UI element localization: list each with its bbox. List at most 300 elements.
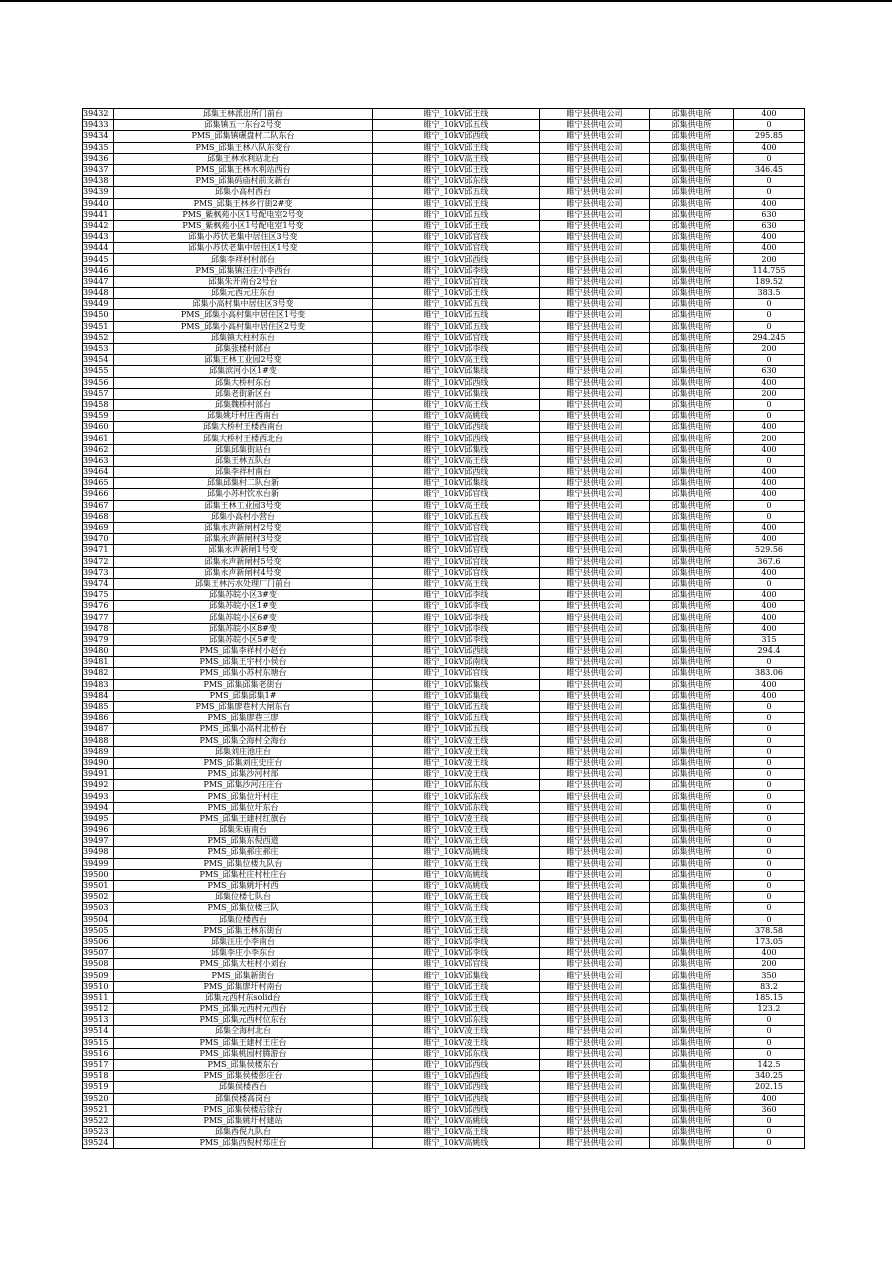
company-name: 睢宁县供电公司	[540, 578, 650, 589]
table-row	[83, 601, 805, 612]
row-id: 39520	[83, 1093, 114, 1104]
transformer-name: PMS_邱集元西村元西台	[114, 1004, 373, 1015]
transformer-name: PMS_邱集位圩村庄	[114, 791, 373, 802]
capacity-value: 0	[734, 657, 805, 668]
transformer-name: PMS_邱集东倪西道	[114, 836, 373, 847]
table-row	[83, 164, 805, 175]
feeder-line: 睢宁_10kV邱西线	[373, 1093, 540, 1104]
table-row	[83, 321, 805, 332]
feeder-line: 睢宁_10kV邱集线	[373, 366, 540, 377]
table-row	[83, 847, 805, 858]
station-name: 邱集供电所	[650, 791, 734, 802]
transformer-name: 邱集永声新闸村5号变	[114, 556, 373, 567]
station-name: 邱集供电所	[650, 276, 734, 287]
company-name: 睢宁县供电公司	[540, 265, 650, 276]
transformer-name: PMS_邱集元西村位东台	[114, 1015, 373, 1026]
company-name: 睢宁县供电公司	[540, 522, 650, 533]
row-id: 39519	[83, 1082, 114, 1093]
capacity-value: 0	[734, 746, 805, 757]
table-row	[83, 176, 805, 187]
transformer-name: 邱集西倪九队台	[114, 1127, 373, 1138]
table-row	[83, 399, 805, 410]
transformer-name: 邱集位楼西台	[114, 914, 373, 925]
feeder-line: 睢宁_10kV邱五线	[373, 209, 540, 220]
transformer-name: PMS_邱集沙河村部	[114, 769, 373, 780]
company-name: 睢宁县供电公司	[540, 511, 650, 522]
table-body	[83, 109, 805, 1149]
capacity-value: 400	[734, 142, 805, 153]
table-row	[83, 825, 805, 836]
company-name: 睢宁县供电公司	[540, 1071, 650, 1082]
capacity-value: 0	[734, 355, 805, 366]
company-name: 睢宁县供电公司	[540, 377, 650, 388]
station-name: 邱集供电所	[650, 634, 734, 645]
table-row	[83, 153, 805, 164]
table-row	[83, 366, 805, 377]
row-id: 39490	[83, 757, 114, 768]
capacity-value: 0	[734, 399, 805, 410]
capacity-value: 0	[734, 411, 805, 422]
feeder-line: 睢宁_10kV凌王线	[373, 746, 540, 757]
feeder-line: 睢宁_10kV高姚线	[373, 880, 540, 891]
capacity-value: 400	[734, 198, 805, 209]
transformer-name: PMS_邱集王林水利站西台	[114, 164, 373, 175]
company-name: 睢宁县供电公司	[540, 713, 650, 724]
station-name: 邱集供电所	[650, 366, 734, 377]
company-name: 睢宁县供电公司	[540, 791, 650, 802]
transformer-name: PMS_邱集廖圩村南台	[114, 981, 373, 992]
row-id: 39437	[83, 164, 114, 175]
row-id: 39487	[83, 724, 114, 735]
table-row	[83, 936, 805, 947]
capacity-value: 0	[734, 299, 805, 310]
station-name: 邱集供电所	[650, 343, 734, 354]
row-id: 39506	[83, 936, 114, 947]
feeder-line: 睢宁_10kV邱王线	[373, 288, 540, 299]
capacity-value: 383.06	[734, 668, 805, 679]
transformer-name: 邱集张楼村部台	[114, 343, 373, 354]
row-id: 39475	[83, 590, 114, 601]
table-row	[83, 623, 805, 634]
table-row	[83, 478, 805, 489]
feeder-line: 睢宁_10kV邱五线	[373, 724, 540, 735]
transformer-name: 邱集小高村西台	[114, 187, 373, 198]
station-name: 邱集供电所	[650, 556, 734, 567]
feeder-line: 睢宁_10kV邱西线	[373, 433, 540, 444]
row-id: 39491	[83, 769, 114, 780]
transformer-name: 邱集李祥村南台	[114, 467, 373, 478]
table-row	[83, 433, 805, 444]
row-id: 39494	[83, 802, 114, 813]
capacity-value: 0	[734, 153, 805, 164]
capacity-value: 0	[734, 455, 805, 466]
table-row	[83, 948, 805, 959]
table-row	[83, 332, 805, 343]
station-name: 邱集供电所	[650, 869, 734, 880]
table-row	[83, 746, 805, 757]
capacity-value: 0	[734, 120, 805, 131]
feeder-line: 睢宁_10kV高王线	[373, 500, 540, 511]
row-id: 39511	[83, 992, 114, 1003]
station-name: 邱集供电所	[650, 489, 734, 500]
transformer-name: 邱集李祥村村部台	[114, 254, 373, 265]
capacity-value: 0	[734, 1026, 805, 1037]
feeder-line: 睢宁_10kV邱集线	[373, 970, 540, 981]
row-id: 39516	[83, 1048, 114, 1059]
capacity-value: 0	[734, 869, 805, 880]
row-id: 39497	[83, 836, 114, 847]
company-name: 睢宁县供电公司	[540, 757, 650, 768]
table-row	[83, 1071, 805, 1082]
feeder-line: 睢宁_10kV邱东线	[373, 1048, 540, 1059]
table-row	[83, 511, 805, 522]
table-row	[83, 243, 805, 254]
station-name: 邱集供电所	[650, 422, 734, 433]
capacity-value: 400	[734, 377, 805, 388]
transformer-name: PMS_邱集西倪村郑庄台	[114, 1138, 373, 1149]
table-row	[83, 1048, 805, 1059]
row-id: 39465	[83, 478, 114, 489]
transformer-name: 邱集朱开南台2号台	[114, 276, 373, 287]
station-name: 邱集供电所	[650, 1048, 734, 1059]
capacity-value: 0	[734, 701, 805, 712]
table-row	[83, 646, 805, 657]
capacity-value: 0	[734, 321, 805, 332]
company-name: 睢宁县供电公司	[540, 455, 650, 466]
table-row	[83, 903, 805, 914]
feeder-line: 睢宁_10kV高王线	[373, 399, 540, 410]
row-id: 39489	[83, 746, 114, 757]
feeder-line: 睢宁_10kV邱西线	[373, 646, 540, 657]
feeder-line: 睢宁_10kV高姚线	[373, 847, 540, 858]
capacity-value: 123.2	[734, 1004, 805, 1015]
company-name: 睢宁县供电公司	[540, 209, 650, 220]
capacity-value: 400	[734, 109, 805, 120]
feeder-line: 睢宁_10kV高王线	[373, 455, 540, 466]
feeder-line: 睢宁_10kV邱李线	[373, 634, 540, 645]
station-name: 邱集供电所	[650, 187, 734, 198]
table-row	[83, 769, 805, 780]
transformer-name: 邱集王林派出所门前台	[114, 109, 373, 120]
row-id: 39484	[83, 690, 114, 701]
row-id: 39441	[83, 209, 114, 220]
row-id: 39486	[83, 713, 114, 724]
table-row	[83, 232, 805, 243]
capacity-value: 350	[734, 970, 805, 981]
capacity-value: 0	[734, 1127, 805, 1138]
row-id: 39446	[83, 265, 114, 276]
row-id: 39460	[83, 422, 114, 433]
transformer-name: 邱集镇五一东台2号变	[114, 120, 373, 131]
capacity-value: 400	[734, 567, 805, 578]
transformer-name: PMS_邱集刘庄史庄台	[114, 757, 373, 768]
row-id: 39456	[83, 377, 114, 388]
transformer-name: PMS_邱集码庙村前支新台	[114, 176, 373, 187]
company-name: 睢宁县供电公司	[540, 1138, 650, 1149]
feeder-line: 睢宁_10kV高王线	[373, 836, 540, 847]
company-name: 睢宁县供电公司	[540, 634, 650, 645]
company-name: 睢宁县供电公司	[540, 690, 650, 701]
row-id: 39474	[83, 578, 114, 589]
table-row	[83, 455, 805, 466]
capacity-value: 200	[734, 433, 805, 444]
feeder-line: 睢宁_10kV高王线	[373, 892, 540, 903]
row-id: 39514	[83, 1026, 114, 1037]
transformer-name: PMS_邱集小高村集中居住区2号变	[114, 321, 373, 332]
company-name: 睢宁县供电公司	[540, 478, 650, 489]
table-row	[83, 836, 805, 847]
transformer-name: 邱集苏皖小区8#变	[114, 623, 373, 634]
station-name: 邱集供电所	[650, 1093, 734, 1104]
row-id: 39503	[83, 903, 114, 914]
transformer-name: PMS_邱集桃园村腾游台	[114, 1048, 373, 1059]
company-name: 睢宁县供电公司	[540, 1059, 650, 1070]
station-name: 邱集供电所	[650, 120, 734, 131]
feeder-line: 睢宁_10kV邱官线	[373, 534, 540, 545]
capacity-value: 0	[734, 847, 805, 858]
table-row	[83, 724, 805, 735]
feeder-line: 睢宁_10kV邱东线	[373, 176, 540, 187]
row-id: 39472	[83, 556, 114, 567]
transformer-name: 邱集王林污水处理厂门前台	[114, 578, 373, 589]
feeder-line: 睢宁_10kV邱五线	[373, 701, 540, 712]
station-name: 邱集供电所	[650, 1037, 734, 1048]
capacity-value: 0	[734, 802, 805, 813]
company-name: 睢宁县供电公司	[540, 109, 650, 120]
table-row	[83, 310, 805, 321]
feeder-line: 睢宁_10kV邱东线	[373, 780, 540, 791]
row-id: 39453	[83, 343, 114, 354]
row-id: 39492	[83, 780, 114, 791]
table-row	[83, 1004, 805, 1015]
station-name: 邱集供电所	[650, 511, 734, 522]
feeder-line: 睢宁_10kV邱集线	[373, 444, 540, 455]
feeder-line: 睢宁_10kV邱五线	[373, 713, 540, 724]
transformer-name: 邱集刘庄池庄台	[114, 746, 373, 757]
feeder-line: 睢宁_10kV高王线	[373, 153, 540, 164]
capacity-value: 114.755	[734, 265, 805, 276]
table-row	[83, 489, 805, 500]
transformer-name: PMS_邱集位楼三队	[114, 903, 373, 914]
table-row	[83, 634, 805, 645]
transformer-name: 邱集滨河小区1#变	[114, 366, 373, 377]
transformer-name: 邱集王林水利站北台	[114, 153, 373, 164]
row-id: 39458	[83, 399, 114, 410]
feeder-line: 睢宁_10kV邱李线	[373, 590, 540, 601]
station-name: 邱集供电所	[650, 914, 734, 925]
transformer-name: 邱集魏桥村部台	[114, 399, 373, 410]
transformer-name: 邱集汪庄小李南台	[114, 936, 373, 947]
row-id: 39436	[83, 153, 114, 164]
company-name: 睢宁县供电公司	[540, 243, 650, 254]
table-row	[83, 198, 805, 209]
capacity-value: 400	[734, 522, 805, 533]
capacity-value: 400	[734, 623, 805, 634]
feeder-line: 睢宁_10kV邱西线	[373, 467, 540, 478]
capacity-value: 0	[734, 310, 805, 321]
company-name: 睢宁县供电公司	[540, 131, 650, 142]
feeder-line: 睢宁_10kV邱王线	[373, 142, 540, 153]
feeder-line: 睢宁_10kV凌王线	[373, 735, 540, 746]
company-name: 睢宁县供电公司	[540, 903, 650, 914]
company-name: 睢宁县供电公司	[540, 657, 650, 668]
feeder-line: 睢宁_10kV邱五线	[373, 299, 540, 310]
row-id: 39523	[83, 1127, 114, 1138]
table-row	[83, 657, 805, 668]
table-row	[83, 1115, 805, 1126]
row-id: 39478	[83, 623, 114, 634]
station-name: 邱集供电所	[650, 713, 734, 724]
transformer-name: 邱集位楼七队台	[114, 892, 373, 903]
capacity-value: 346.45	[734, 164, 805, 175]
feeder-line: 睢宁_10kV邱官线	[373, 276, 540, 287]
capacity-value: 0	[734, 500, 805, 511]
capacity-value: 400	[734, 534, 805, 545]
station-name: 邱集供电所	[650, 925, 734, 936]
table-row	[83, 590, 805, 601]
table-row	[83, 567, 805, 578]
transformer-name: 邱集永声新闸村4号变	[114, 567, 373, 578]
company-name: 睢宁县供电公司	[540, 1104, 650, 1115]
row-id: 39507	[83, 948, 114, 959]
company-name: 睢宁县供电公司	[540, 1015, 650, 1026]
feeder-line: 睢宁_10kV邱五线	[373, 187, 540, 198]
feeder-line: 睢宁_10kV邱官线	[373, 243, 540, 254]
company-name: 睢宁县供电公司	[540, 433, 650, 444]
row-id: 39433	[83, 120, 114, 131]
row-id: 39463	[83, 455, 114, 466]
station-name: 邱集供电所	[650, 612, 734, 623]
station-name: 邱集供电所	[650, 1015, 734, 1026]
station-name: 邱集供电所	[650, 578, 734, 589]
capacity-value: 200	[734, 388, 805, 399]
row-id: 39457	[83, 388, 114, 399]
transformer-name: PMS_邱集王建村红旗台	[114, 813, 373, 824]
capacity-value: 200	[734, 343, 805, 354]
station-name: 邱集供电所	[650, 355, 734, 366]
transformer-name: PMS_邱集廖巷三廖	[114, 713, 373, 724]
station-name: 邱集供电所	[650, 959, 734, 970]
station-name: 邱集供电所	[650, 377, 734, 388]
station-name: 邱集供电所	[650, 981, 734, 992]
capacity-value: 400	[734, 243, 805, 254]
company-name: 睢宁县供电公司	[540, 847, 650, 858]
feeder-line: 睢宁_10kV邱集线	[373, 679, 540, 690]
table-row	[83, 713, 805, 724]
transformer-name: PMS_邱集邱集老街台	[114, 679, 373, 690]
station-name: 邱集供电所	[650, 847, 734, 858]
station-name: 邱集供电所	[650, 153, 734, 164]
row-id: 39504	[83, 914, 114, 925]
capacity-value: 0	[734, 892, 805, 903]
capacity-value: 0	[734, 880, 805, 891]
capacity-value: 0	[734, 1138, 805, 1149]
station-name: 邱集供电所	[650, 478, 734, 489]
station-name: 邱集供电所	[650, 545, 734, 556]
capacity-value: 295.85	[734, 131, 805, 142]
company-name: 睢宁县供电公司	[540, 679, 650, 690]
company-name: 睢宁县供电公司	[540, 780, 650, 791]
table-row	[83, 288, 805, 299]
transformer-name: 邱集苏皖小区6#变	[114, 612, 373, 623]
capacity-value: 529.56	[734, 545, 805, 556]
company-name: 睢宁县供电公司	[540, 880, 650, 891]
station-name: 邱集供电所	[650, 679, 734, 690]
table-row	[83, 1026, 805, 1037]
company-name: 睢宁县供电公司	[540, 701, 650, 712]
transformer-name: 邱集老街新区台	[114, 388, 373, 399]
row-id: 39479	[83, 634, 114, 645]
row-id: 39438	[83, 176, 114, 187]
table-row	[83, 757, 805, 768]
company-name: 睢宁县供电公司	[540, 399, 650, 410]
station-name: 邱集供电所	[650, 1082, 734, 1093]
capacity-value: 630	[734, 366, 805, 377]
company-name: 睢宁县供电公司	[540, 590, 650, 601]
station-name: 邱集供电所	[650, 1071, 734, 1082]
company-name: 睢宁县供电公司	[540, 735, 650, 746]
station-name: 邱集供电所	[650, 657, 734, 668]
station-name: 邱集供电所	[650, 668, 734, 679]
company-name: 睢宁县供电公司	[540, 802, 650, 813]
company-name: 睢宁县供电公司	[540, 1127, 650, 1138]
table-row	[83, 522, 805, 533]
row-id: 39522	[83, 1115, 114, 1126]
company-name: 睢宁县供电公司	[540, 232, 650, 243]
company-name: 睢宁县供电公司	[540, 388, 650, 399]
company-name: 睢宁县供电公司	[540, 254, 650, 265]
station-name: 邱集供电所	[650, 1026, 734, 1037]
capacity-value: 400	[734, 590, 805, 601]
table-row	[83, 299, 805, 310]
capacity-value: 400	[734, 1093, 805, 1104]
table-row	[83, 377, 805, 388]
company-name: 睢宁县供电公司	[540, 321, 650, 332]
feeder-line: 睢宁_10kV邱西线	[373, 422, 540, 433]
feeder-line: 睢宁_10kV高姚线	[373, 1115, 540, 1126]
company-name: 睢宁县供电公司	[540, 746, 650, 757]
feeder-line: 睢宁_10kV高王线	[373, 903, 540, 914]
company-name: 睢宁县供电公司	[540, 892, 650, 903]
station-name: 邱集供电所	[650, 109, 734, 120]
row-id: 39493	[83, 791, 114, 802]
station-name: 邱集供电所	[650, 411, 734, 422]
table-row	[83, 1015, 805, 1026]
capacity-value: 400	[734, 690, 805, 701]
transformer-name: 邱集侯楼高岗台	[114, 1093, 373, 1104]
feeder-line: 睢宁_10kV邱五线	[373, 321, 540, 332]
station-name: 邱集供电所	[650, 299, 734, 310]
capacity-value: 400	[734, 478, 805, 489]
capacity-value: 83.2	[734, 981, 805, 992]
company-name: 睢宁县供电公司	[540, 489, 650, 500]
row-id: 39483	[83, 679, 114, 690]
feeder-line: 睢宁_10kV邱官线	[373, 556, 540, 567]
transformer-name: 邱集永声新闸村2号变	[114, 522, 373, 533]
transformer-name: PMS_邱集廖巷村大闸东台	[114, 701, 373, 712]
capacity-value: 294.245	[734, 332, 805, 343]
table-row	[83, 892, 805, 903]
transformer-name: PMS_邱集李祥村小赵台	[114, 646, 373, 657]
table-row	[83, 343, 805, 354]
company-name: 睢宁县供电公司	[540, 1082, 650, 1093]
transformer-name: 邱集镇大柱村东台	[114, 332, 373, 343]
row-id: 39524	[83, 1138, 114, 1149]
company-name: 睢宁县供电公司	[540, 153, 650, 164]
feeder-line: 睢宁_10kV高王线	[373, 858, 540, 869]
feeder-line: 睢宁_10kV邱官线	[373, 959, 540, 970]
transformer-name: PMS_邱集王林东街台	[114, 925, 373, 936]
